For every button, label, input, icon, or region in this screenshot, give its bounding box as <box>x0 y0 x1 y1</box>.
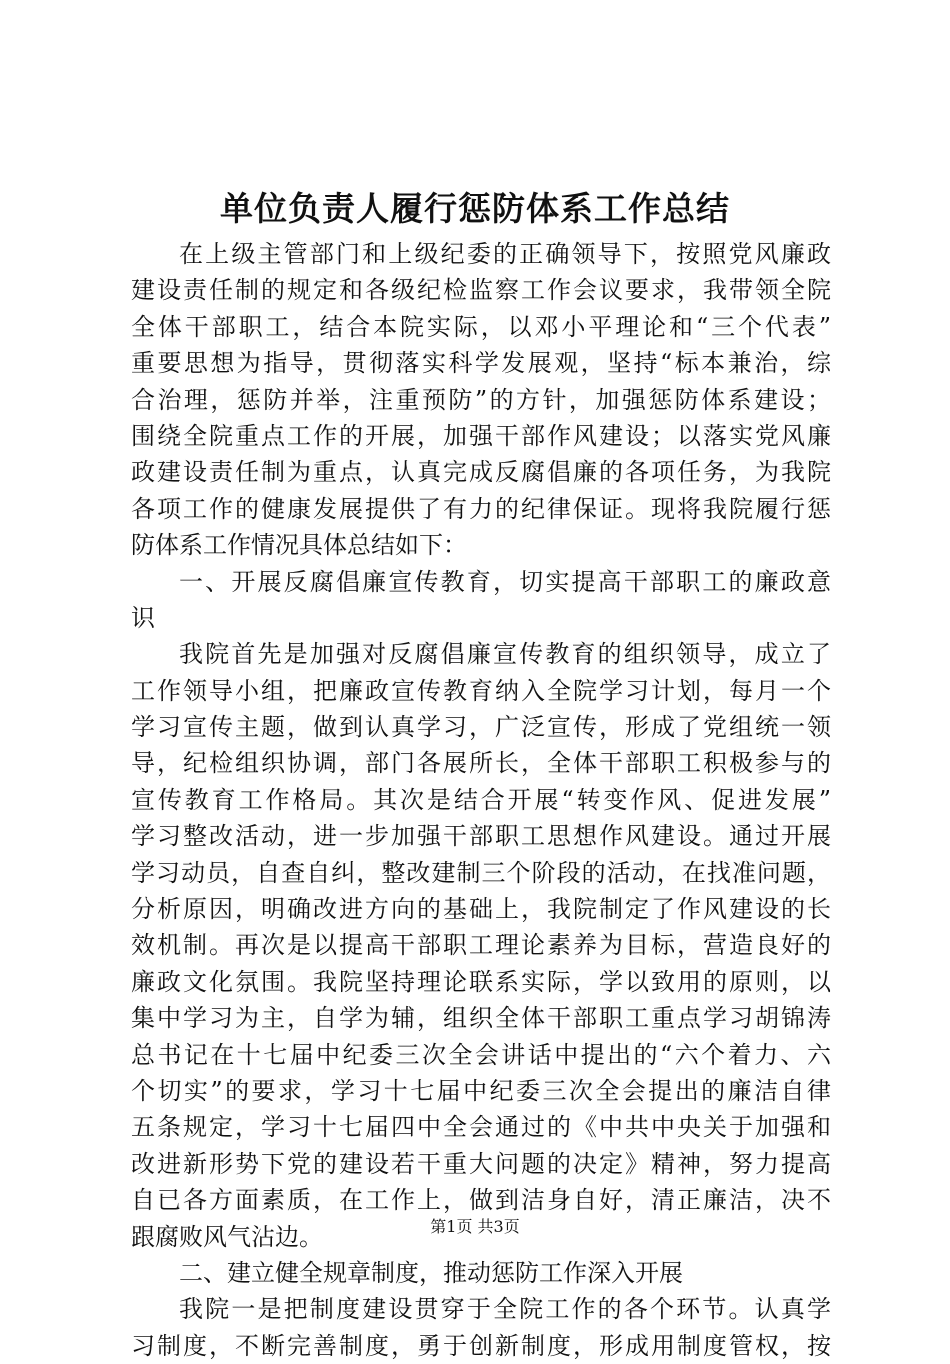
text-line: 分析原因，明确改进方向的基础上，我院制定了作风建设的长 <box>131 895 831 924</box>
text-line: 个切实”的要求，学习十七届中纪委三次全会提出的廉洁自律 <box>131 1076 831 1105</box>
section-heading: 识 <box>131 603 155 632</box>
text-line: 各项工作的健康发展提供了有力的纪律保证。现将我院履行惩 <box>131 494 831 523</box>
text-line: 学习动员，自查自纠，整改建制三个阶段的活动，在找准问题， <box>131 858 831 887</box>
text-line: 导，纪检组织协调，部门各展所长，全体干部职工积极参与的 <box>131 749 831 778</box>
text-line: 效机制。再次是以提高干部职工理论素养为目标，营造良好的 <box>131 931 831 960</box>
text-line: 五条规定，学习十七届四中全会通过的《中共中央关于加强和 <box>131 1113 831 1142</box>
text-line: 跟腐败风气沾边。 <box>131 1222 323 1251</box>
page-title: 单位负责人履行惩防体系工作总结 <box>220 189 730 228</box>
text-line: 重要思想为指导，贯彻落实科学发展观，坚持“标本兼治，综 <box>131 349 831 378</box>
text-line: 自已各方面素质，在工作上，做到洁身自好，清正廉洁，决不 <box>131 1186 831 1215</box>
text-line: 在上级主管部门和上级纪委的正确领导下，按照党风廉政 <box>179 240 831 268</box>
document-body <box>131 236 831 1364</box>
text-line: 防体系工作情况具体总结如下： <box>131 531 467 560</box>
text-line: 我院首先是加强对反腐倡廉宣传教育的组织领导，成立了 <box>179 640 831 669</box>
text-line: 围绕全院重点工作的开展，加强干部作风建设；以落实党风廉 <box>131 421 831 450</box>
text-line: 总书记在十七届中纪委三次全会讲话中提出的“六个着力、六 <box>131 1040 831 1069</box>
text-line: 我院一是把制度建设贯穿于全院工作的各个环节。认真学 <box>179 1295 831 1324</box>
text-line: 政建设责任制为重点，认真完成反腐倡廉的各项任务，为我院 <box>131 458 831 487</box>
text-line: 习制度，不断完善制度，勇于创新制度，形成用制度管权，按 <box>131 1331 831 1360</box>
text-line: 工作领导小组，把廉政宣传教育纳入全院学习计划，每月一个 <box>131 676 831 705</box>
text-line: 全体干部职工，结合本院实际，以邓小平理论和“三个代表” <box>131 312 831 341</box>
text-line: 建设责任制的规定和各级纪检监察工作会议要求，我带领全院 <box>131 276 831 305</box>
text-line: 学习宣传主题，做到认真学习，广泛宣传，形成了党组统一领 <box>131 713 831 742</box>
text-line: 合治理，惩防并举，注重预防”的方针，加强惩防体系建设； <box>131 385 831 414</box>
section-heading: 二、建立健全规章制度，推动惩防工作深入开展 <box>179 1258 683 1287</box>
text-line: 集中学习为主，自学为辅，组织全体干部职工重点学习胡锦涛 <box>131 1004 831 1033</box>
text-line: 改进新形势下党的建设若干重大问题的决定》精神，努力提高 <box>131 1149 831 1178</box>
section-heading: 一、开展反腐倡廉宣传教育，切实提高干部职工的廉政意 <box>179 567 831 596</box>
text-line: 学习整改活动，进一步加强干部职工思想作风建设。通过开展 <box>131 822 831 851</box>
page-footer: 第1页 共3页 <box>430 1217 520 1236</box>
text-line: 宣传教育工作格局。其次是结合开展“转变作风、促进发展” <box>131 785 831 814</box>
text-line: 廉政文化氛围。我院坚持理论联系实际，学以致用的原则，以 <box>131 967 831 996</box>
